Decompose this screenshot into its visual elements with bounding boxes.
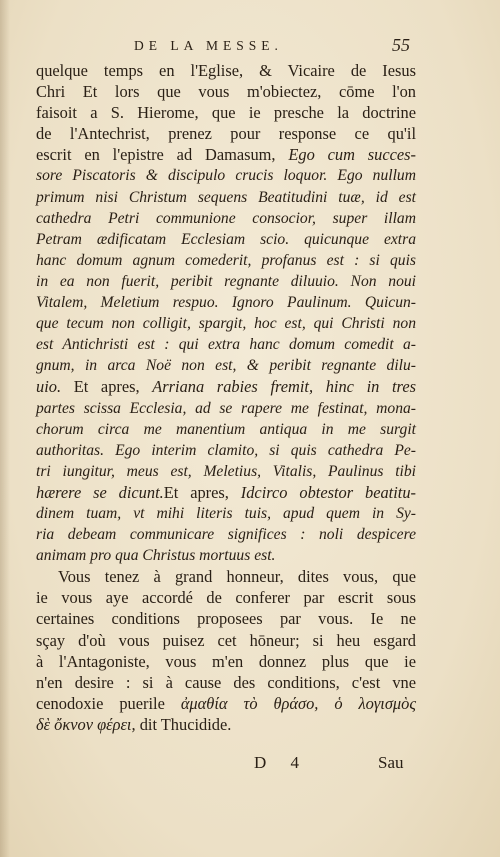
text-line: chorum circa me manentium antiqua in me surgit [36,420,416,438]
text-line: primum nisi Christum sequens Beatitudini tuæ, id est [36,188,416,206]
text-line: ie vous aye accordé de conferer par escrit sous [36,588,416,608]
roman-run: dit Thucidide. [135,714,232,734]
page-header [0,35,500,60]
text-line [36,693,416,714]
text-line: que tecum non colligit, spargit, hoc est, qui Christi non [36,315,416,333]
text-line: tri iungitur, meus est, Meletius, Vitalis, Paulinus tibi [36,462,416,480]
text-line: authoritas. Ego interim clamito, si quis cathedra Pe- [36,441,416,459]
roman-run: Et apres, [61,377,153,397]
italic-run: Idcirco obtestor beatitu- [240,482,416,502]
text-line: gnum, in arca Noë non est, & peribit regnante dilu- [36,357,416,375]
text-line: sçay d'où vous puisez cet hōneur; si heu esgard [36,630,416,650]
text-line [36,144,416,165]
gutter-shadow [0,0,10,857]
text-line [36,482,416,503]
italic-run: Arriana rabies fremit, hinc in tres [152,377,416,397]
page-number: 55 [392,35,410,55]
text-line: n'en desire : si à cause des conditions, c'est vne [36,672,416,692]
italic-run: ἀμαθία τὸ θράσο, ὁ λογισμὸς [180,693,417,713]
text-line: faisoit a S. Hierome, que ie presche la doctrine [36,103,416,123]
page-footer [0,753,500,777]
running-head: DE LA MESSE. [134,38,283,53]
text-line: hanc domum agnum comederit, profanus est : si quis [36,251,416,269]
text-line: de l'Antechrist, prenez pour response ce qu'il [36,124,416,144]
text-line: in ea non fuerit, peribit regnante diluuio. Non noui [36,272,416,290]
text-line: animam pro qua Christus mortuus est. [36,547,276,565]
text-line: est Antichristi est : qui extra hanc domum comedit a- [36,336,416,354]
text-line: ria debeam communicare significes : noli despicere [36,526,416,544]
italic-run: hærere se dicunt. [36,482,164,502]
text-line: cathedra Petri communione consocior, super illam [36,209,416,227]
text-line: Vous tenez à grand honneur, dites vous, que [58,567,416,587]
text-line: Chri Et lors que vous m'obiectez, cōme l'on [36,82,416,102]
roman-run: Et apres, [163,482,241,502]
body-text [36,60,416,735]
text-line: Vitalem, Meletium respuo. Ignoro Paulinum. Quicun- [36,294,416,312]
text-line [36,376,416,397]
italic-run: Ego cum succes- [288,145,416,165]
italic-run: uio. [36,377,62,397]
text-line: sore Piscatoris & discipulo crucis loquor. Ego nullum [36,167,416,185]
text-line: partes scissa Ecclesia, ad se rapere me festinat, mona- [36,399,416,417]
text-line: à l'Antagoniste, vous m'en donnez plus que ie [36,651,416,671]
catchword: Sau [378,753,404,772]
signature-mark: D 4 [254,753,310,772]
roman-run: escrit en l'epistre ad Damasum, [36,145,289,165]
italic-run: δὲ ὄκνον φέρει, [36,714,136,734]
text-line: dinem tuam, vt mihi literis tuis, apud quem in Sy- [36,504,416,522]
text-line: certaines conditions proposees par vous. Ie ne [36,609,416,629]
text-line: quelque temps en l'Eglise, & Vicaire de Iesus [36,61,416,80]
text-line: Petram ædificatam Ecclesiam scio. quicunque extra [36,230,416,248]
roman-run: cenodoxie puerile [36,693,181,713]
text-line [36,714,416,735]
